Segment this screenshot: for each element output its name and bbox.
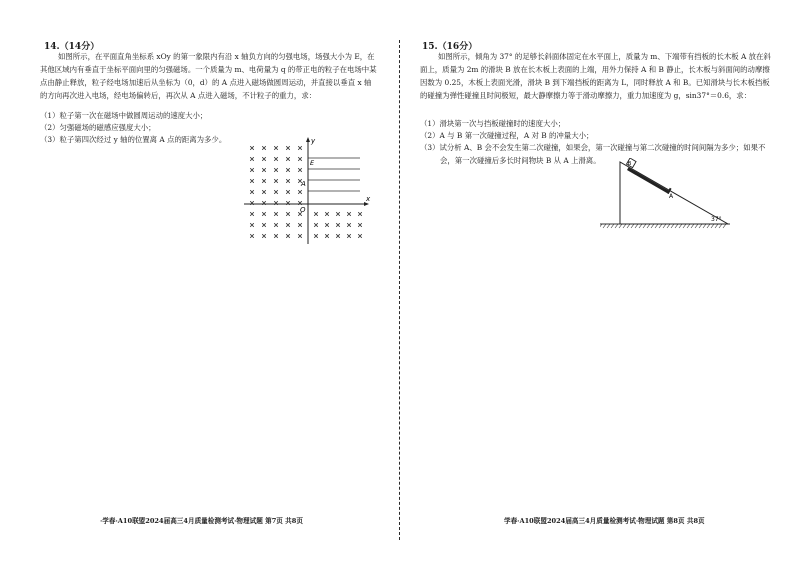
question-14-sub-3: （3）粒子第四次经过 y 轴的位置离 A 点的距离为多少。 — [40, 135, 227, 144]
ground-hatch — [600, 224, 730, 228]
question-14-sub-2: （2）匀强磁场的磁感应强度大小； — [40, 123, 156, 132]
figure-14-origin-label: O — [300, 206, 306, 214]
left-page-footer: ·学春·A10联盟2024届高三4月质量检测考试·物理试题 第7页 共8页 — [100, 517, 303, 525]
electric-field-lines — [308, 158, 360, 191]
question-15-sub-1: （1）滑块第一次与挡板碰撞时的速度大小； — [420, 119, 566, 128]
figure-15-board-label: A — [669, 193, 674, 200]
figure-15-block-label: B — [627, 161, 632, 167]
question-14-number: 14. — [44, 42, 60, 52]
question-14-sub-1: （1）粒子第一次在磁场中做圆周运动的速度大小； — [40, 111, 208, 120]
question-14-figure — [240, 136, 380, 248]
magnetic-field-marks — [250, 146, 362, 238]
figure-14-x-label: x — [366, 195, 371, 203]
y-axis-arrow — [306, 137, 310, 142]
figure-14-y-label: y — [311, 137, 316, 145]
figure-15-angle-label: 37° — [711, 216, 722, 223]
question-15-body: 如图所示，倾角为 37° 的足够长斜面体固定在水平面上，质量为 m、下端带有挡板的长木板 A 放在斜面上，质量为 2m 的滑块 B 放在长木板上表面的上端，用外力保持 A 和 B 静止，长木板与斜面间的动摩擦因数为 0.25，木板上表面光滑，滑块 B 到下端挡板的距离为 L，同时释放 A 和 B。已知滑块与长木板挡板的碰撞为弹性碰撞且时间极短，最大静摩擦力等于滑动摩擦力，重力加速度为 g，sin37°＝0.6，求： — [420, 52, 771, 100]
question-15-figure — [600, 158, 735, 233]
question-15-number: 15. — [422, 42, 438, 52]
question-14-points: （14分） — [59, 42, 100, 52]
question-15-points: （16分） — [437, 42, 478, 52]
right-page — [400, 0, 800, 566]
question-14-body: 如图所示，在平面直角坐标系 xOy 的第一象限内有沿 x 轴负方向的匀强电场，场强大小为 E，在其他区域内有垂直于坐标平面向里的匀强磁场。一个质量为 m、电荷量为 q 的带正电的粒子在电场中某点由静止释放，粒子经电场加速后从坐标为（0，d）的 A 点进入磁场做圆周运动，并直接以垂直 x 轴的方向再次进入电场，经电场偏转后，再次从 A 点进入磁场，不计粒子的重力，求： — [40, 52, 377, 100]
figure-14-point-a-label: A — [301, 180, 306, 188]
question-15-sub-2: （2）A 与 B 第一次碰撞过程，A 对 B 的冲量大小； — [420, 131, 594, 140]
figure-14-field-e-label: E — [310, 159, 315, 167]
incline — [620, 162, 728, 224]
question-15-sub-3: （3）试分析 A、B 会不会发生第二次碰撞，如果会，第一次碰撞与第二次碰撞的时间间隔为多少；如果不会，第一次碰撞后多长时间物块 B 从 A 上滑离。 — [420, 143, 766, 165]
board-a — [627, 165, 672, 194]
right-page-footer: 学春·A10联盟2024届高三4月质量检测考试·物理试题 第8页 共8页 — [504, 517, 705, 525]
